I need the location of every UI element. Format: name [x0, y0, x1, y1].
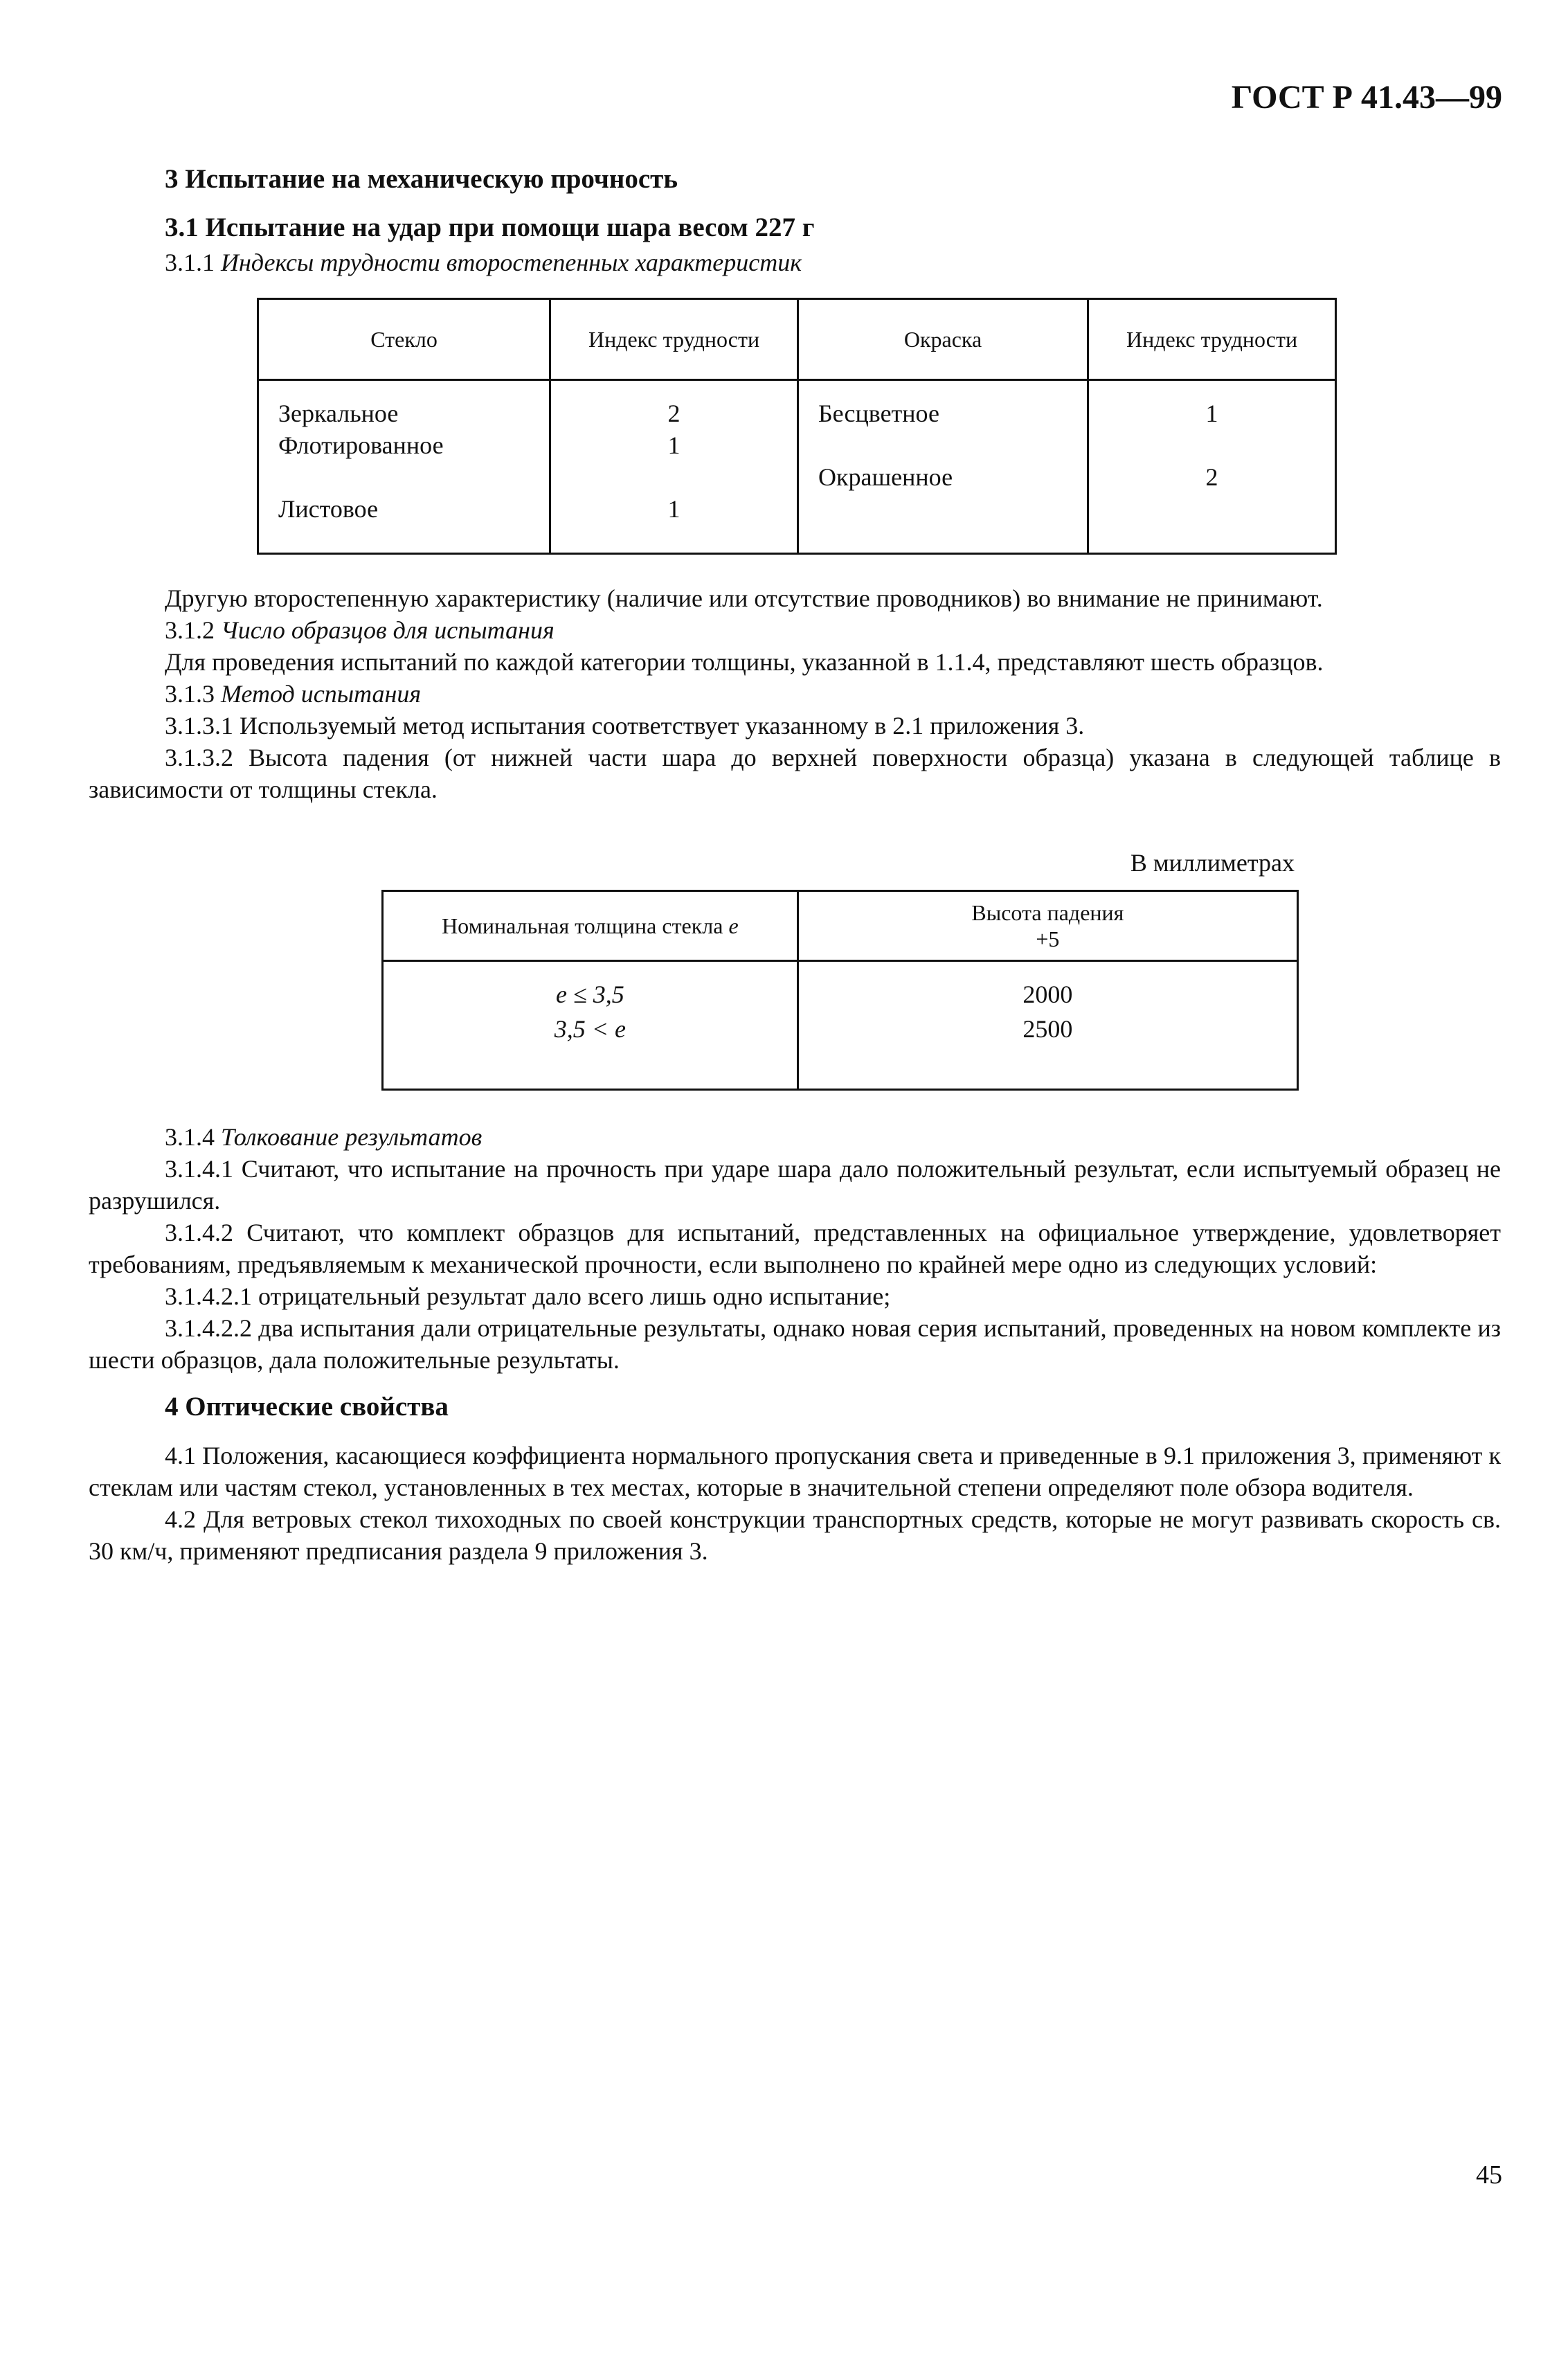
header-color: Окраска [797, 299, 1088, 380]
thickness-cell: e ≤ 3,5 3,5 < e [383, 961, 798, 1090]
difficulty-index-table [257, 298, 1337, 555]
section-4-title: 4 Оптические свойства [165, 1392, 449, 1422]
glass-cell [258, 380, 550, 554]
glass-sheet: Листовое [278, 495, 379, 523]
table-row [258, 380, 1336, 554]
section-3-1-title: 3.1 Испытание на удар при помощи шара весом 227 г [165, 213, 815, 242]
paragraph: 3.1.4.2 Считают, что комплект образцов для испытаний, представленных на официальное утверждение, удовлетворяет требованиям, предъявляемым к механической прочности, если выполнено по крайней мере одно из следующих условий: [89, 1219, 1501, 1278]
color-index-cell: 1 2 [1088, 380, 1336, 554]
section-3-1-1-heading [165, 247, 1501, 278]
glass-index-cell: 2 1 1 [550, 380, 798, 554]
table-row [383, 961, 1298, 1090]
paragraph: 3.1.4.1 Считают, что испытание на прочность при ударе шара дало положительный результат, если испытуемый образец не разрушился. [89, 1155, 1501, 1215]
section-3-title: 3 Испытание на механическую прочность [165, 164, 678, 194]
section-3-1-4-heading: 3.1.4 Толкование результатов [165, 1123, 483, 1151]
color-cell [797, 380, 1088, 554]
paragraph: 3.1.4.2.1 отрицательный результат дало всего лишь одно испытание; [165, 1282, 891, 1310]
section-3-1-1-number: 3.1.1 [165, 249, 215, 276]
table-header-row [258, 299, 1336, 380]
table-header-row [383, 891, 1298, 961]
table-units: В миллиметрах [1130, 849, 1295, 877]
paragraph: Другую второстепенную характеристику (наличие или отсутствие проводников) во внимание не принимают. [165, 584, 1323, 612]
color-colorless: Бесцветное [818, 400, 939, 427]
paragraph: Для проведения испытаний по каждой категории толщины, указанной в 1.1.4, представляют шесть образцов. [165, 648, 1324, 676]
document-code: ГОСТ Р 41.43—99 [1231, 79, 1502, 116]
drop-height-table [381, 890, 1299, 1091]
paragraph: 4.2 Для ветровых стекол тихоходных по своей конструкции транспортных средств, которые не могут развивать скорость св. 30 км/ч, применяют предписания раздела 9 приложения 3. [89, 1505, 1501, 1565]
section-3-1-1-title: Индексы трудности второстепенных характеристик [221, 249, 802, 276]
paragraph: 3.1.4.2.2 два испытания дали отрицательные результаты, однако новая серия испытаний, проведенных на новом комплекте из шести образцов, дала положительные результаты. [89, 1314, 1501, 1374]
header-drop-height: Высота падения +5 [797, 891, 1297, 961]
page-number: 45 [1476, 2160, 1502, 2190]
page-content [89, 163, 1501, 1567]
paragraph: 4.1 Положения, касающиеся коэффициента нормального пропускания света и приведенные в 9.1 приложения 3, применяют к стеклам или частям стекол, установленных в тех местах, которые в значительной степени определяют поле обзора водителя. [89, 1442, 1501, 1501]
glass-float: Флотированное [278, 431, 444, 459]
header-index-2: Индекс трудности [1088, 299, 1336, 380]
section-3-1-2-heading: 3.1.2 Число образцов для испытания [165, 616, 555, 644]
glass-mirror: Зеркальное [278, 400, 399, 427]
section-3-1-3-heading: 3.1.3 Метод испытания [165, 680, 422, 708]
paragraph: 3.1.3.1 Используемый метод испытания соответствует указанному в 2.1 приложения 3. [165, 712, 1085, 740]
header-glass: Стекло [258, 299, 550, 380]
header-index-1: Индекс трудности [550, 299, 798, 380]
height-cell: 2000 2500 [797, 961, 1297, 1090]
header-thickness: Номинальная толщина стекла e [383, 891, 798, 961]
color-tinted: Окрашенное [818, 463, 953, 491]
paragraph: 3.1.3.2 Высота падения (от нижней части шара до верхней поверхности образца) указана в следующей таблице в зависимости от толщины стекла. [89, 744, 1501, 803]
